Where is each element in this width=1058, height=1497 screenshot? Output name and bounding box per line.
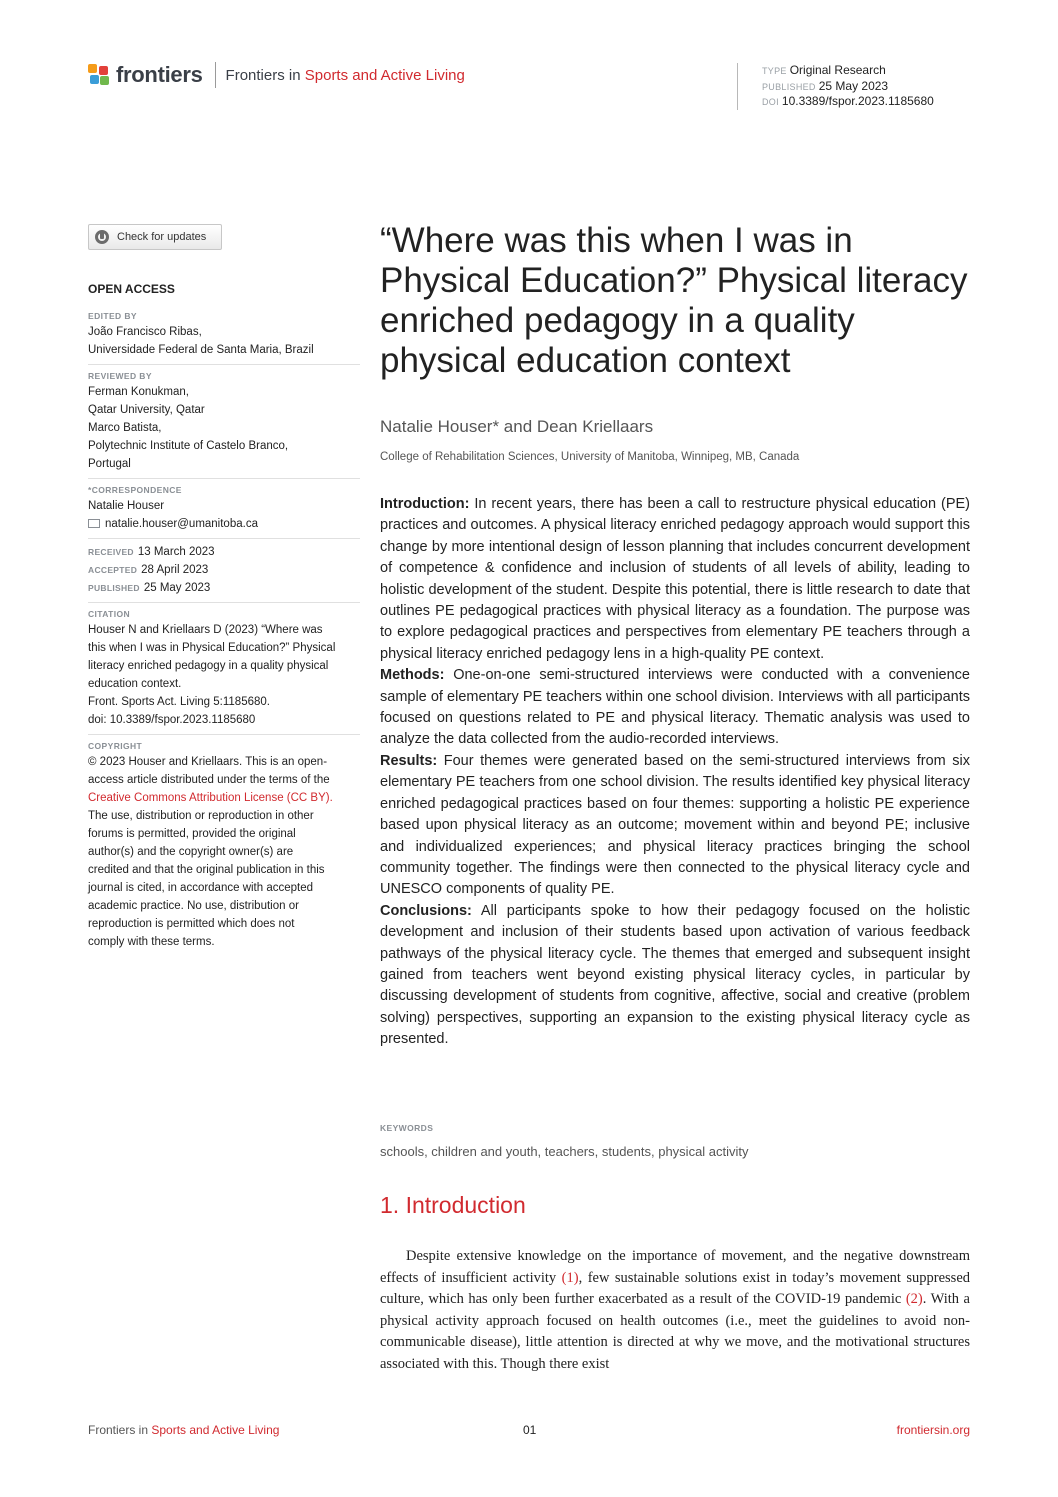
- check-updates-label: Check for updates: [117, 231, 207, 243]
- copyright-heading: COPYRIGHT: [88, 741, 143, 751]
- accepted-date: ACCEPTED 28 April 2023: [88, 564, 209, 576]
- edited-by-heading: EDITED BY: [88, 311, 137, 321]
- meta-type: TYPE Original Research: [762, 63, 886, 77]
- copyright-line: forums is permitted, provided the original: [88, 828, 296, 840]
- reviewed-by-heading: REVIEWED BY: [88, 371, 152, 381]
- meta-published: PUBLISHED 25 May 2023: [762, 78, 889, 93]
- abstract: [380, 494, 970, 1051]
- article-title: “Where was this when I was in Physical Education?” Physical literacy enriched pedagogy in a quality physical education context: [380, 221, 968, 380]
- meta-doi[interactable]: DOI 10.3389/fspor.2023.1185680: [762, 94, 934, 108]
- footer-journal: Frontiers in Sports and Active Living: [88, 1423, 280, 1437]
- citation-line: doi: 10.3389/fspor.2023.1185680: [88, 714, 256, 726]
- journal-name: [226, 67, 465, 84]
- article-authors[interactable]: Natalie Houser* and Dean Kriellaars: [380, 417, 654, 436]
- published-date: PUBLISHED 25 May 2023: [88, 582, 211, 594]
- copyright-line: The use, distribution or reproduction in other: [88, 810, 314, 822]
- author-affiliation: College of Rehabilitation Sciences, University of Manitoba, Winnipeg, MB, Canada: [380, 451, 800, 463]
- section-heading-introduction: 1. Introduction: [380, 1192, 526, 1218]
- journal-title: Sports and Active Living: [304, 66, 465, 84]
- copyright-line: journal is cited, in accordance with accepted: [88, 882, 314, 894]
- copyright-line: academic practice. No use, distribution or: [88, 900, 299, 912]
- logo-word: frontiers: [116, 62, 203, 87]
- citation-line: Front. Sports Act. Living 5:1185680.: [88, 696, 270, 708]
- reviewer-line: Qatar University, Qatar: [88, 404, 205, 416]
- abstract-methods: Methods: One-on-one semi-structured interviews were conducted with a convenience sample of elementary PE teachers within one school division. Interviews with all participants focused on questions related to PE and physical literacy. Thematic analysis was used to analyze the data collected from the audio-recorded interviews.: [380, 667, 970, 748]
- abstract-introduction: Introduction: In recent years, there has been a call to restructure physical education (PE) practices and outcomes. A physical literacy enriched pedagogy approach would support this change by more intentional design of lesson planning that includes concurrent development of competence & confidence and inclusion of students of all levels of ability, leading to holistic development of the student. Despite this potential, there is little research to date that outlines PE pedagogical practices with physical literacy as a foundation. The purpose was to explore pedagogical practices and perspectives from elementary PE teachers through a physical literacy enriched pedagogy lens in a high-quality PE context.: [380, 496, 970, 662]
- copyright-line: © 2023 Houser and Kriellaars. This is an open-: [88, 756, 328, 768]
- frontiers-logo-mark-icon: [88, 64, 110, 86]
- received-date: RECEIVED 13 March 2023: [88, 546, 215, 558]
- copyright-line: comply with these terms.: [88, 936, 215, 948]
- reviewer-line: Portugal: [88, 458, 131, 470]
- abstract-conclusions: Conclusions: All participants spoke to how their pedagogy focused on the holistic development and inclusion of their students based upon activation of various feedback pathways of the physical literacy cycle. The themes that emerged and subsequent insight gained from teachers went beyond existing physical literacy cycles, in particular by discussing development of students from cognitive, affective, social and creative (problem solving) perspectives, supporting an expansion to the existing physical literacy cycle as presented.: [380, 902, 970, 1048]
- copyright-line: reproduction is permitted which does not: [88, 918, 295, 930]
- check-for-updates-button[interactable]: [88, 224, 222, 250]
- reference-link[interactable]: (1): [561, 1269, 579, 1286]
- copyright-line: author(s) and the copyright owner(s) are: [88, 846, 294, 858]
- journal-prefix: Frontiers in: [225, 66, 305, 84]
- copyright-line: credited and that the original publication in this: [88, 864, 325, 876]
- reviewer-line: Marco Batista,: [88, 422, 162, 434]
- sidebar-info: [88, 309, 360, 951]
- editor-name: João Francisco Ribas,: [88, 326, 202, 338]
- citation-heading: CITATION: [88, 609, 131, 619]
- reference-link[interactable]: (2): [905, 1291, 923, 1308]
- introduction-paragraph: Despite extensive knowledge on the importance of movement, and the negative downstream effects of insufficient activity (1), few sustainable solutions exist in today’s movement suppressed culture, which has only been further exacerbated as a result of the COVID-19 pandemic (2). With a physical activity approach focused on health outcomes (i.e., meet the guidelines to avoid non-communicable disease), little attention is directed at why we move, and the motivational structures associated with this. Though there exist: [380, 1248, 970, 1372]
- correspondence-name: Natalie Houser: [88, 500, 165, 512]
- correspondence-heading: *CORRESPONDENCE: [88, 485, 182, 495]
- citation-line: education context.: [88, 678, 182, 690]
- check-updates-icon: [95, 230, 109, 244]
- reviewer-line: Ferman Konukman,: [88, 386, 189, 398]
- editor-affiliation: Universidade Federal de Santa Maria, Brazil: [88, 344, 314, 356]
- frontiers-logo[interactable]: [88, 62, 465, 88]
- open-access-label: OPEN ACCESS: [88, 282, 175, 296]
- mail-icon: [88, 519, 100, 528]
- keywords-heading: KEYWORDS: [380, 1123, 434, 1133]
- article-meta: [737, 63, 934, 110]
- reviewer-line: Polytechnic Institute of Castelo Branco,: [88, 440, 289, 452]
- citation-line: Houser N and Kriellaars D (2023) “Where was: [88, 624, 323, 636]
- abstract-results: Results: Four themes were generated based on the semi-structured interviews from six elementary PE teachers from one school division. The results identified key physical literacy enriched pedagogical practices based on four themes: supporting a holistic PE experience based upon physical literacy as an outcome; movement within and beyond PE; inclusive and individualized experiences; and physical literacy practices bringing the school community together. The findings were then connected to the physical literacy cycle and UNESCO components of quality PE.: [380, 752, 970, 898]
- citation-line: literacy enriched pedagogy in a quality physical: [88, 660, 329, 672]
- footer-site-link[interactable]: frontiersin.org: [896, 1423, 970, 1437]
- cc-by-license-link[interactable]: Creative Commons Attribution License (CC BY).: [88, 792, 333, 804]
- citation-line: this when I was in Physical Education?” Physical: [88, 642, 336, 654]
- correspondence-email-row[interactable]: [88, 515, 360, 533]
- page-number: 01: [523, 1423, 537, 1437]
- keywords: schools, children and youth, teachers, students, physical activity: [380, 1144, 749, 1159]
- logo-divider: [215, 62, 216, 88]
- correspondence-email[interactable]: natalie.houser@umanitoba.ca: [105, 518, 258, 530]
- copyright-line: access article distributed under the terms of the: [88, 774, 330, 786]
